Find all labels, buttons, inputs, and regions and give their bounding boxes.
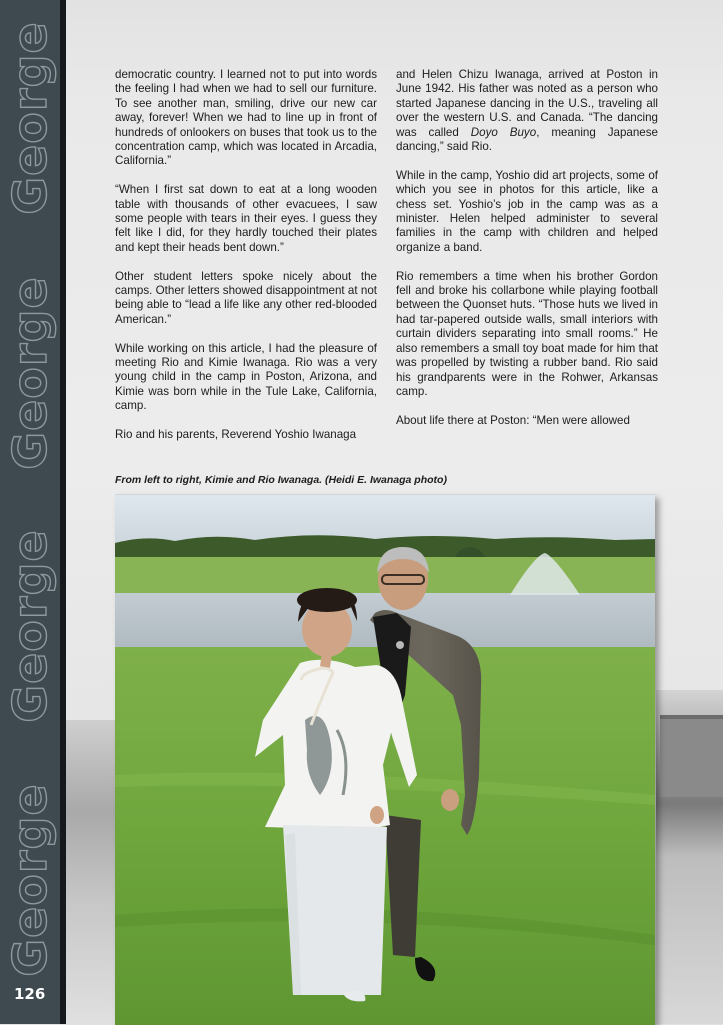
paragraph: and Helen Chizu Iwanaga, arrived at Poston in June 1942. His father was noted as a person who started Japanese dancing in the U.S., traveling all over the western U.S. and Canada. “The dancing was called Doyo Buyo, meaning Japanese dancing,” said Rio.: [396, 68, 659, 154]
article-column-left: [115, 68, 377, 457]
sidebar-band: George George George George 126: [0, 0, 60, 1024]
paragraph: While working on this article, I had the pleasure of meeting Rio and Kimie Iwanaga. Rio was a very young child in the camp in Poston, Arizona, and Kimie was born while in the Tule Lake, California, camp.: [115, 341, 377, 413]
paragraph: “When I first sat down to eat at a long wooden table with thousands of other evacuees, I saw some people with tears in their eyes. I guess they felt like I did, for they hardly touched their plates and kept their heads bent down.”: [115, 183, 377, 254]
page-number: 126: [14, 985, 46, 1003]
photo-caption: From left to right, Kimie and Rio Iwanaga. (Heidi E. Iwanaga photo): [115, 474, 447, 486]
background-barrack: [660, 715, 723, 797]
paragraph: Rio and his parents, Reverend Yoshio Iwanaga: [115, 428, 357, 442]
paragraph: Rio remembers a time when his brother Gordon fell and broke his collarbone while playing football between the Quonset huts. “Those huts we lived in had tar-papered outside walls, small interiors with curtain dividers separating into small rooms.” He also remembers a small toy boat made for him that was propelled by twisting a rubber band. Rio said his grandparents were in the Rohwer, Arkansas camp.: [396, 269, 658, 398]
paragraph: Other student letters spoke nicely about the camps. Other letters showed disappointment at not being able to “lead a life like any other red-blooded American.”: [115, 269, 377, 326]
sidebar-edge: [60, 0, 66, 1024]
couple-photo: [115, 494, 655, 1025]
paragraph: While in the camp, Yoshio did art projects, some of which you see in photos for this article, like a chess set. Yoshio’s job in the camp was as a minister. Helen helped administer to several families in the camp with children and helped organize a band.: [396, 168, 658, 254]
paragraph: About life there at Poston: “Men were allowed: [396, 413, 630, 427]
background-scenery-left: [66, 720, 118, 1024]
paragraph: democratic country. I learned not to put into words the feeling I had when we had to sell our furniture. To see another man, smiling, drive our new car away, forever! When we had to line up in front of hundreds of onlookers on buses that took us to the concentration camp, which was located in Arcadia, California.”: [115, 68, 377, 168]
article-column-right: [396, 68, 658, 443]
italic-term: Doyo Buyo: [470, 125, 537, 139]
